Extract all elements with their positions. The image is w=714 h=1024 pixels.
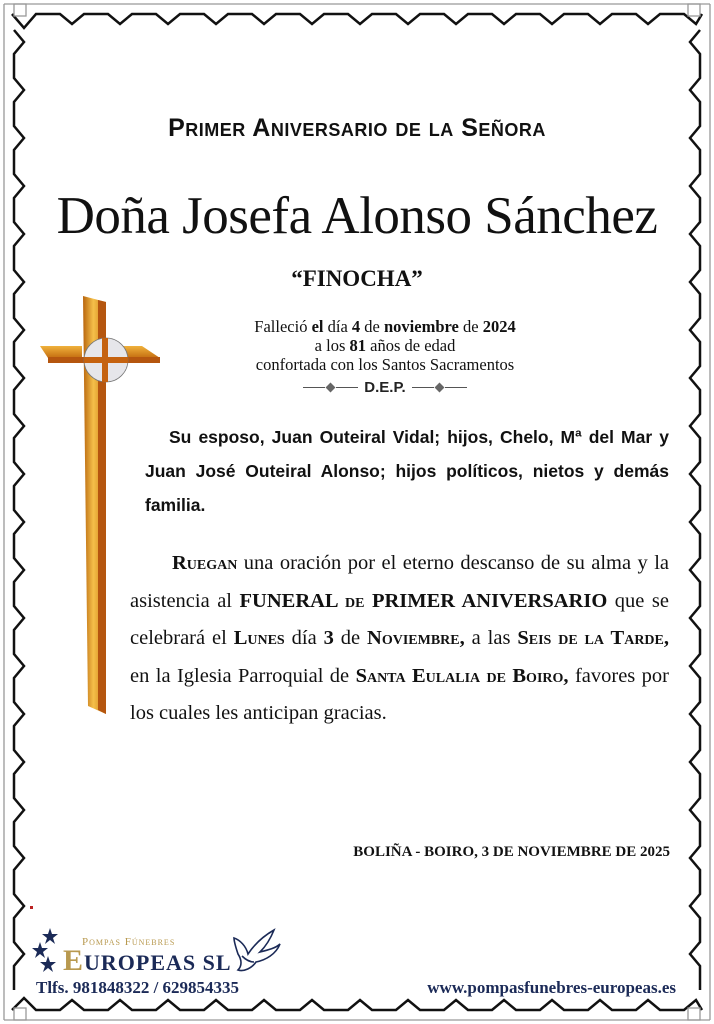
decorative-dot [30,906,33,909]
death-info [190,317,580,374]
divider-left [303,384,358,391]
sacraments-line: confortada con los Santos Sacramentos [255,355,515,374]
deceased-name: Doña Josefa Alonso Sánchez [56,187,658,245]
dep-label: D.E.P. [364,378,406,396]
diamond-icon [434,382,444,392]
website-link[interactable]: www.pompasfunebres-europeas.es [427,978,676,997]
logo-title: EUROPEAS SL [63,944,232,977]
stars-icon [32,926,62,976]
diamond-icon [326,382,336,392]
death-date-line: Falleció el día 4 de noviembre de 2024 [254,317,516,336]
place-date: BOLIÑA - BOIRO, 3 DE NOVIEMBRE DE 2025 [353,844,670,860]
company-logo [32,926,292,978]
logo-subtitle: Pompas Fúnebres [82,936,176,948]
family-paragraph: Su esposo, Juan Outeiral Vidal; hijos, Chelo, Mª del Mar y Juan José Outeiral Alonso; hijos políticos, nietos y demás familia. [145,427,669,515]
divider-right [412,384,467,391]
phone-numbers: Tlfs. 981848322 / 629854335 [36,978,240,997]
prayer-paragraph: Ruegan una oración por el eterno descanso de su alma y la asistencia al FUNERAL de PRIMER ANIVERSARIO que se celebrará el Lunes día 3 de Noviembre, a las Seis de la Tarde, en la Iglesia Parroquial de Santa Eulalia de Boiro, favores por los cuales les anticipan gracias. [130,552,670,724]
dep-divider [260,377,510,397]
nickname: “FINOCHA” [291,266,423,291]
page-heading: Primer Aniversario de la Señora [168,114,546,142]
dove-icon [230,928,282,974]
age-line: a los 81 años de edad [314,336,456,355]
